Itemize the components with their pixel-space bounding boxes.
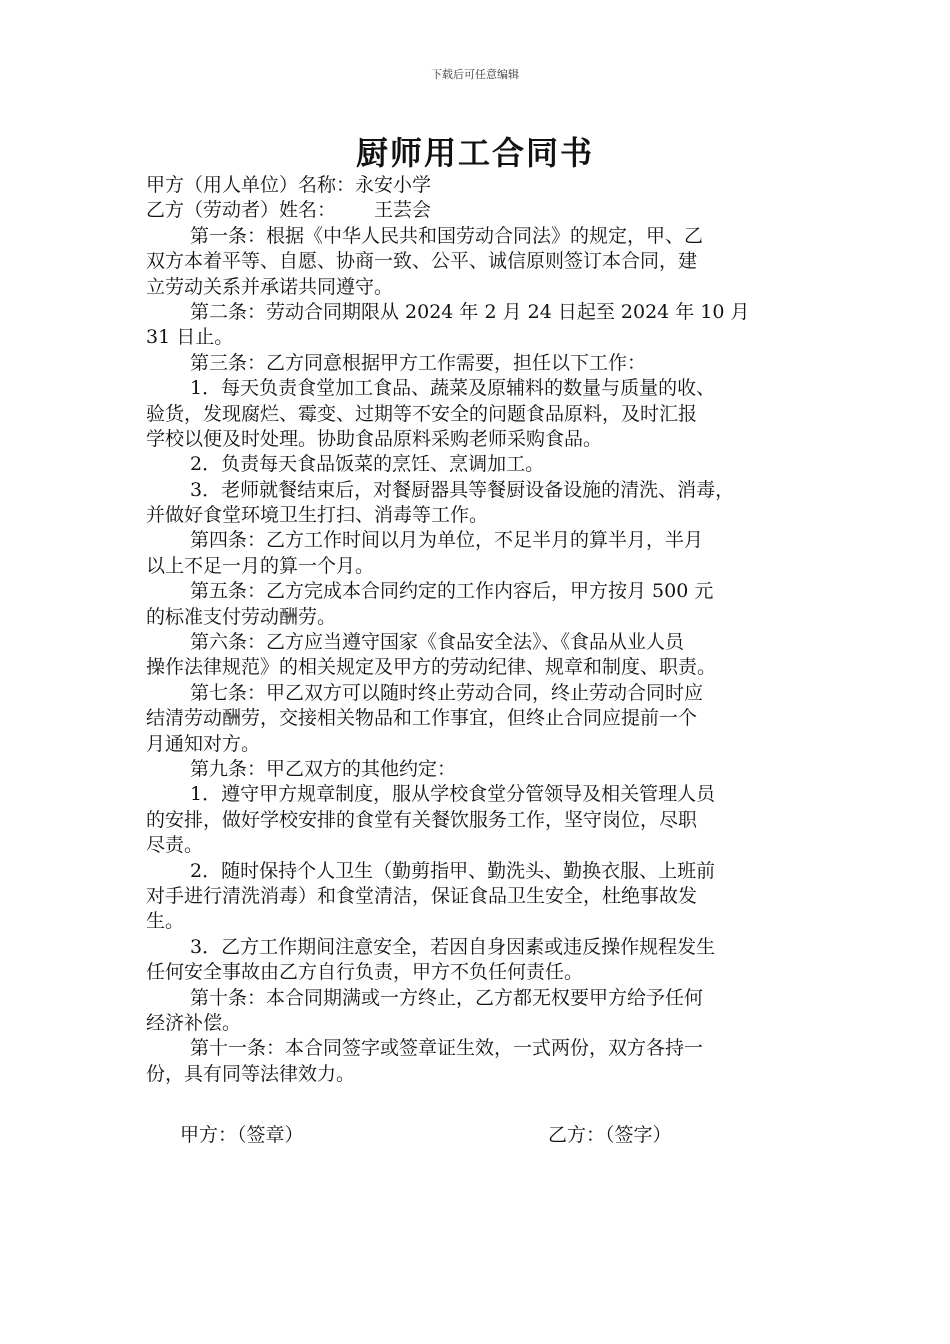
party-b-signature: 乙方：（签字） (548, 1124, 672, 1146)
contract-line: 第三条：乙方同意根据甲方工作需要，担任以下工作： (190, 351, 647, 374)
contract-line: 第九条：甲乙双方的其他约定： (190, 757, 457, 780)
party-b-name: 王芸会 (374, 199, 432, 222)
contract-line: 第五条：乙方完成本合同约定的工作内容后，甲方按月 500 元 (190, 580, 714, 603)
contract-line: 份，具有同等法律效力。 (146, 1062, 356, 1085)
contract-line: 对手进行清洗消毒）和食堂清洁，保证食品卫生安全，杜绝事故发 (146, 884, 698, 907)
party-a-line: 甲方（用人单位）名称：永安小学 (146, 174, 432, 196)
contract-line: 第十条：本合同期满或一方终止，乙方都无权要甲方给予任何 (190, 986, 704, 1009)
clause-lines (146, 224, 816, 1087)
contract-line: 以上不足一月的算一个月。 (146, 554, 375, 577)
contract-line: 第一条：根据《中华人民共和国劳动合同法》的规定，甲、乙 (190, 224, 704, 247)
contract-line: 1．每天负责食堂加工食品、蔬菜及原辅料的数量与质量的收、 (190, 377, 716, 400)
party-b-label: 乙方（劳动者）姓名： (146, 199, 337, 222)
contract-line: 第七条：甲乙双方可以随时终止劳动合同，终止劳动合同时应 (190, 681, 704, 704)
contract-line: 的安排，做好学校安排的食堂有关餐饮服务工作，坚守岗位，尽职 (146, 808, 698, 831)
contract-line: 并做好食堂环境卫生打扫、消毒等工作。 (146, 504, 489, 527)
contract-line: 第四条：乙方工作时间以月为单位，不足半月的算半月，半月 (190, 529, 704, 552)
contract-line: 生。 (146, 910, 185, 933)
contract-line: 2．随时保持个人卫生（勤剪指甲、勤洗头、勤换衣服、上班前 (190, 859, 716, 882)
contract-line: 学校以便及时处理。协助食品原料采购老师采购食品。 (146, 427, 603, 450)
contract-line: 操作法律规范》的相关规定及甲方的劳动纪律、规章和制度、职责。 (146, 656, 717, 679)
party-a-signature: 甲方：（签章） (180, 1124, 304, 1146)
contract-line: 3．乙方工作期间注意安全，若因自身因素或违反操作规程发生 (190, 935, 716, 958)
contract-line: 立劳动关系并承诺共同遵守。 (146, 275, 394, 298)
contract-line: 的标准支付劳动酬劳。 (146, 605, 337, 628)
contract-line: 经济补偿。 (146, 1011, 242, 1034)
contract-line: 3．老师就餐结束后，对餐厨器具等餐厨设备设施的清洗、消毒， (190, 478, 735, 501)
contract-line: 2．负责每天食品饭菜的烹饪、烹调加工。 (190, 453, 545, 476)
contract-line: 第十一条：本合同签字或签章证生效，一式两份，双方各持一 (190, 1037, 704, 1060)
contract-line: 1．遵守甲方规章制度，服从学校食堂分管领导及相关管理人员 (190, 783, 716, 806)
contract-line: 月通知对方。 (146, 732, 261, 755)
contract-line: 31 日止。 (146, 326, 234, 349)
contract-line: 结清劳动酬劳，交接相关物品和工作事宜，但终止合同应提前一个 (146, 707, 698, 730)
contract-body (146, 173, 816, 1087)
contract-line: 双方本着平等、自愿、协商一致、公平、诚信原则签订本合同，建 (146, 250, 698, 273)
contract-line: 尽责。 (146, 834, 204, 857)
contract-line: 验货，发现腐烂、霉变、过期等不安全的问题食品原料，及时汇报 (146, 402, 698, 425)
header-note: 下载后可任意编辑 (431, 68, 519, 81)
contract-line: 第二条：劳动合同期限从 2024 年 2 月 24 日起至 2024 年 10 月 (190, 300, 750, 323)
party-b-line (146, 198, 816, 223)
document-title: 厨师用工合同书 (355, 134, 594, 172)
contract-line: 任何安全事故由乙方自行负责，甲方不负任何责任。 (146, 961, 584, 984)
contract-line: 第六条：乙方应当遵守国家《食品安全法》、《食品从业人员 (190, 631, 685, 654)
